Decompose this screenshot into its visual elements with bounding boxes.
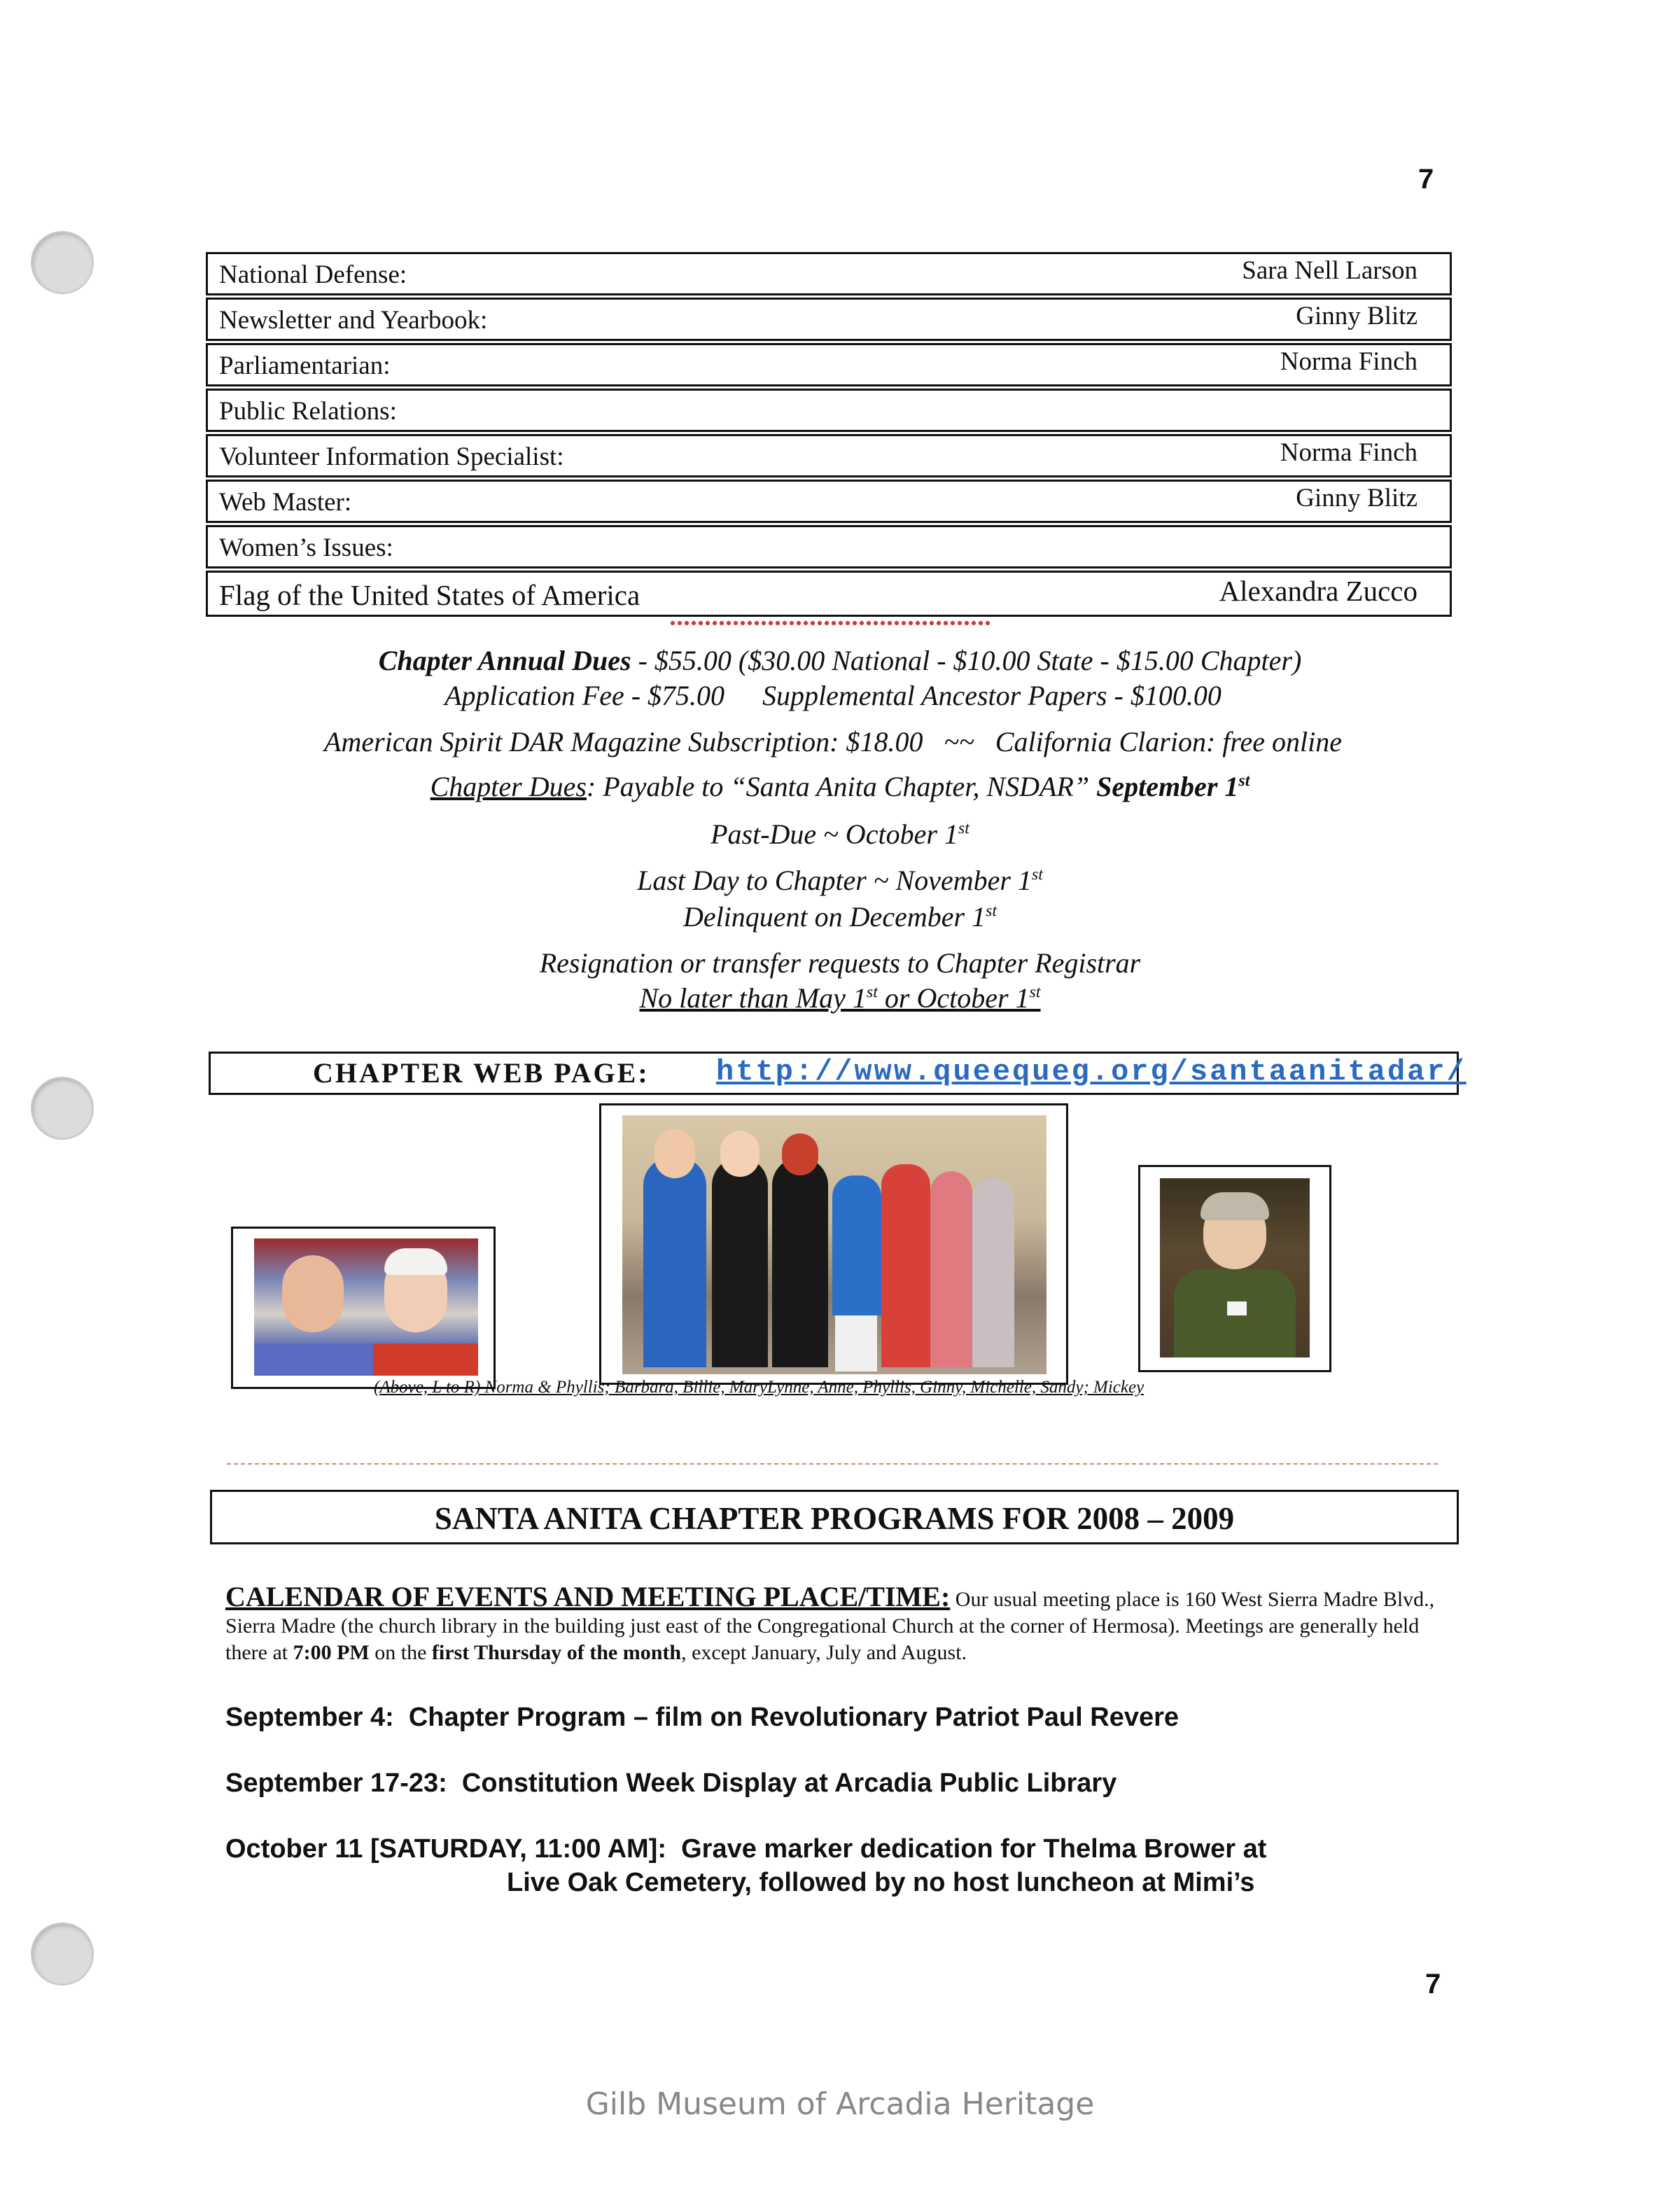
dotted-divider [669,620,991,626]
application-fee: Application Fee - $75.00 [444,680,725,711]
chapter-dues-line [0,770,1680,803]
calendar-text-c: , except January, July and August. [681,1641,967,1664]
fees-line [0,679,1673,712]
no-later-line [0,982,1680,1014]
photo-norma-phyllis [231,1227,496,1389]
role-name: Ginny Blitz [1296,484,1418,512]
chapter-web-page-box [209,1052,1466,1095]
magazine-line: American Spirit DAR Magazine Subscription: $18.00 ~~ California Clarion: free online [324,726,1342,758]
event-item-continued: Live Oak Cemetery, followed by no host luncheon at Mimi’s [507,1868,1255,1897]
annual-dues-amounts: - $55.00 ($30.00 National - $10.00 State - $15.00 Chapter) [631,645,1302,676]
role-label: Parliamentarian: [219,351,391,380]
annual-dues-label: Chapter Annual Dues [378,645,631,676]
calendar-text-a: Our usual meeting place is 160 West Sierra Madre Blvd., Sierra Madre (the church library in the building just east of the Congregational Church at the corner of Hermosa). Meetings are generally held there at [225,1588,1435,1664]
ordinal-suffix: st [986,902,997,921]
no-later-text: No later than May 1st or October 1st [639,982,1041,1014]
ordinal-suffix: st [1238,772,1250,790]
roles-table [206,252,1452,621]
delinquent-text: Delinquent on December 1 [682,901,986,933]
role-name: Norma Finch [1280,438,1418,467]
role-label: Volunteer Information Specialist: [219,442,564,471]
role-row [206,343,1452,384]
role-label: National Defense: [219,260,407,289]
last-day-text: Last Day to Chapter ~ November 1 [637,865,1032,896]
photo-mickey [1138,1165,1331,1372]
supplemental-fee: Supplemental Ancestor Papers - $100.00 [762,680,1222,711]
chapter-dues-label: Chapter Dues [430,771,587,802]
role-row [206,434,1452,475]
programs-title: SANTA ANITA CHAPTER PROGRAMS FOR 2008 – 2009 [434,1501,1235,1536]
role-row [206,480,1452,521]
meeting-time: 7:00 PM [293,1641,370,1664]
role-name: Ginny Blitz [1296,302,1418,330]
role-row [206,298,1452,339]
meeting-day: first Thursday of the month [431,1641,682,1664]
role-name: Sara Nell Larson [1242,256,1418,285]
event-item: October 11 [SATURDAY, 11:00 AM]: Grave marker dedication for Thelma Brower at [225,1834,1267,1864]
delinquent-line [0,900,1680,933]
role-label: Flag of the United States of America [219,579,640,611]
role-row [206,571,1452,617]
role-name: Norma Finch [1280,347,1418,376]
binder-hole-bottom [31,1922,94,1985]
role-name: Alexandra Zucco [1219,575,1418,607]
ordinal-suffix: st [958,819,969,838]
role-label: Web Master: [219,488,352,517]
role-label: Women’s Issues: [219,533,393,562]
role-row [206,525,1452,566]
page-number-top: 7 [1418,164,1434,195]
photo-group [599,1103,1068,1385]
event-item: September 17-23: Constitution Week Display at Arcadia Public Library [225,1768,1117,1798]
ordinal-suffix: st [1031,865,1043,884]
role-label: Newsletter and Yearbook: [219,306,488,335]
programs-title-box [210,1490,1459,1544]
event-item: September 4: Chapter Program – film on Revolutionary Patriot Paul Revere [225,1703,1180,1732]
role-label: Public Relations: [219,397,397,426]
photo-caption: (Above, L to R) Norma & Phyllis; Barbara, Billie, MaryLynne, Anne, Phyllis, Ginny, Michelle, Sandy; Mickey [374,1378,1144,1397]
past-due-text: Past-Due ~ October 1 [710,818,958,850]
museum-footer: Gilb Museum of Arcadia Heritage [585,2086,1095,2122]
chapter-dues-date: September 1 [1096,771,1239,802]
chapter-dues-payable: : Payable to “Santa Anita Chapter, NSDAR” [586,771,1097,802]
web-page-label: CHAPTER WEB PAGE: [313,1057,650,1089]
role-row [206,252,1452,293]
binder-hole-top [31,231,94,294]
annual-dues-line [0,644,1680,677]
calendar-paragraph [225,1581,1457,1666]
binder-hole-middle [31,1077,94,1140]
role-row [206,389,1452,430]
last-day-line [0,864,1680,897]
web-page-link[interactable]: http://www.queequeg.org/santaanitadar/ [716,1055,1466,1089]
red-dashed-divider [227,1463,1438,1465]
resignation-line: Resignation or transfer requests to Chapter Registrar [539,947,1141,979]
calendar-heading: CALENDAR OF EVENTS AND MEETING PLACE/TIME: [225,1581,951,1612]
past-due-line [0,818,1680,851]
page-number-bottom: 7 [1425,1969,1441,1999]
calendar-text-b: on the [369,1641,432,1664]
